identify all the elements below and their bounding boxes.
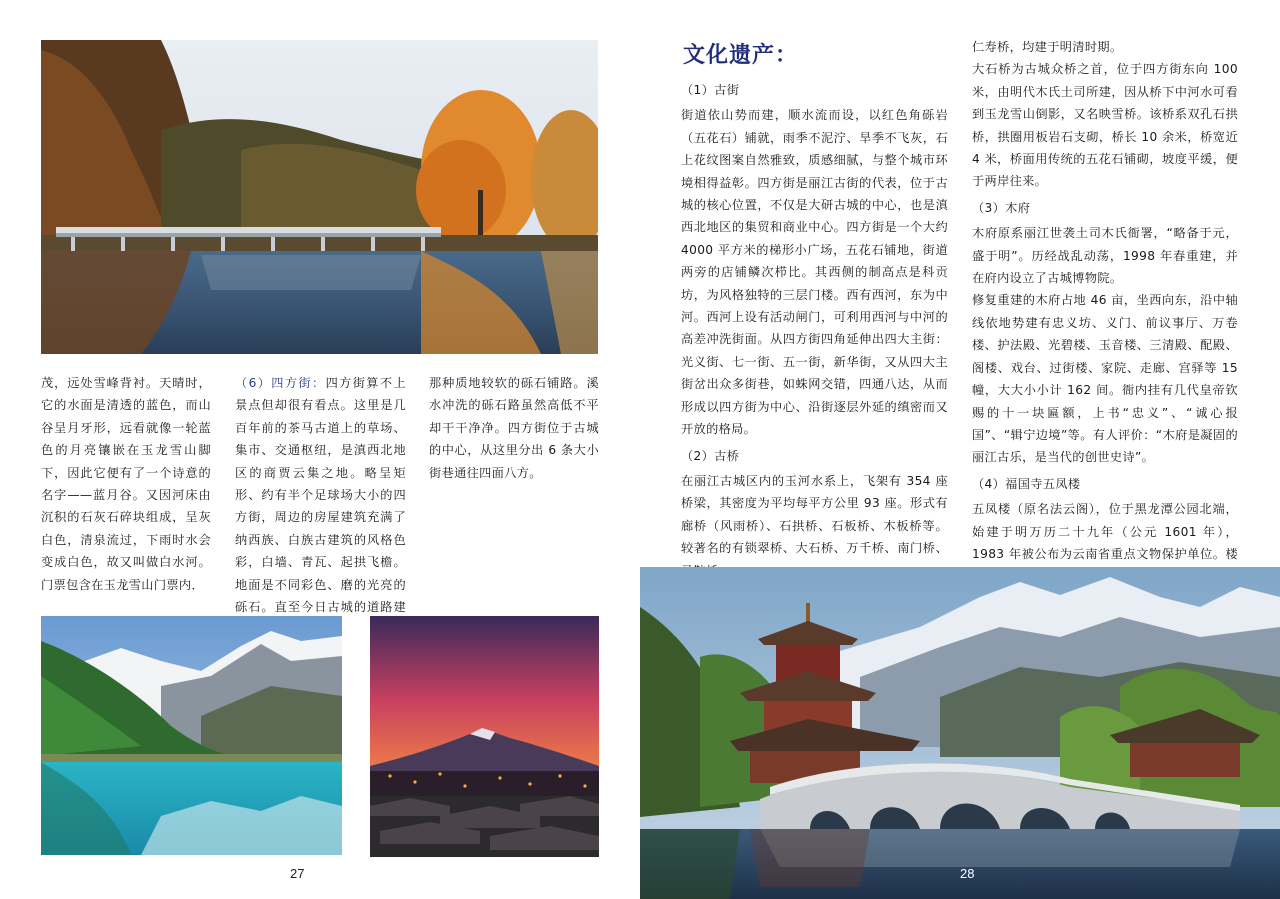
ancient-street-title: （1）古街 (681, 83, 740, 97)
right-col-a (681, 75, 948, 582)
sifang-street-label: （6）四方街： (235, 376, 326, 390)
page-number-right: 28 (960, 866, 975, 881)
renshou-bridge-text: 仁寿桥，均建于明清时期。 (972, 40, 1123, 54)
great-stone-bridge-text: 大石桥为古城众桥之首，位于四方街东向 100 米，由明代木氏土司所建，因从桥下中河水可看到玉龙雪山倒影，又名映雪桥。该桥系双孔石拱桥，拱圈用板岩石支砌，桥长 10 余米，桥宽近 4 米，桥面用传统的五花石铺砌，坡度平缓，便于两岸往来。 (972, 62, 1238, 189)
gravel-road-text: 那种质地较软的砾石铺路。溪水冲洗的砾石路虽然高低不平却干干净净。四方街位于古城的中心，从这里分出 6 条大小街巷通往四面八方。 (429, 376, 599, 480)
left-col-2 (235, 372, 406, 641)
wufeng-tower-title: （4）福国寺五凤楼 (972, 476, 1081, 491)
left-col-1 (41, 372, 211, 596)
dusk-old-town-photo (370, 616, 599, 857)
sifang-street-text: 四方街算不上景点但却很有看点。这里是几百年前的茶马古道上的草场、集市、交通枢纽，是滇西北地区的商贾云集之地。略呈矩形、约有半个足球场大小的四方街，周边的房屋建筑充满了纳西族、白族古建筑的风格色彩，白墙、青瓦、起拱飞檐。地面是不同彩色、磨的光亮的砾石。直至今日古城的道路建 (235, 376, 406, 615)
blue-moon-valley-photo (41, 616, 342, 855)
right-col-b (972, 36, 1238, 588)
mu-mansion-intro: 木府原系丽江世袭土司木氏衙署，“略备于元，盛于明”。历经战乱动荡，1998 年春重建，并在府内设立了古城博物院。 (972, 226, 1238, 286)
mu-mansion-title: （3）木府 (972, 200, 1031, 215)
ancient-street-text: 街道依山势而建，顺水流而设，以红色角砾岩（五花石）铺就，雨季不泥泞、旱季不飞灰，石上花纹图案自然雅致，质感细腻，与整个城市环境相得益彰。四方街是丽江古街的代表，位于古城的核心位置，不仅是大研古城的中心，也是滇西北地区的集贸和商业中心。四方街是一个大约 4000 平方米的梯形小广场，五花石铺地，街道两旁的店铺鳞次栉比。其西侧的制高点是科贡坊，为风格独特的三层门楼。西有西河，东为中河。西河上设有活动闸门，可利用西河与中河的高差冲洗街面。从四方街四角延伸出四大主街：光义街、七一街、五一街，新华街，又从四大主街岔出众多街巷，如蛛网交错，四通八达，从而形成以四方街为中心、沿街逐层外延的缜密而又开放的格局。 (681, 108, 948, 437)
black-dragon-pool-photo (640, 567, 1280, 899)
left-col-3 (429, 372, 599, 484)
autumn-lake-photo (41, 40, 598, 354)
mu-mansion-text: 修复重建的木府占地 46 亩，坐西向东，沿中轴线依地势建有忠义坊、义门、前议事厅、万卷楼、护法殿、光碧楼、玉音楼、三清殿、配殿、阁楼、戏台、过街楼、家院、走廊、宫驿等 15 幢，大大小小计 162 间。衙内挂有几代皇帝钦赐的十一块匾额，上书“忠义”、“诚心报国”、“辑宁边境”等。有人评价：“木府是凝固的丽江古乐，是当代的创世史诗”。 (972, 293, 1238, 465)
wufeng-tower-text: 五凤楼（原名法云阁），位于黑龙潭公园北端，始建于明万历二十九年（公元 1601 年），1983 年被公布为云南省重点文物保护单位。楼 (972, 502, 1238, 561)
ancient-bridge-title: （2）古桥 (681, 448, 740, 463)
page-number-left: 27 (290, 866, 305, 881)
sifang-street-paragraph (235, 372, 406, 641)
blue-moon-valley-text: 茂，远处雪峰背衬。天晴时，它的水面是清透的蓝色，而山谷呈月牙形，远看就像一轮蓝色的月亮镶嵌在玉龙雪山脚下，因此它便有了一个诗意的名字——蓝月谷。又因河床由沉积的石灰石碎块组成，呈灰白色，清泉流过，下雨时水会变成白色，故又叫做白水河。门票包含在玉龙雪山门票内． (41, 376, 211, 592)
section-heading: 文化遗产： (683, 43, 799, 68)
ancient-bridge-text: 在丽江古城区内的玉河水系上，飞架有 354 座桥梁，其密度为平均每平方公里 93 座。形式有廊桥（风雨桥）、石拱桥、石板桥、木板桥等。较著名的有锁翠桥、大石桥、万千桥、南门桥、 (681, 473, 948, 556)
